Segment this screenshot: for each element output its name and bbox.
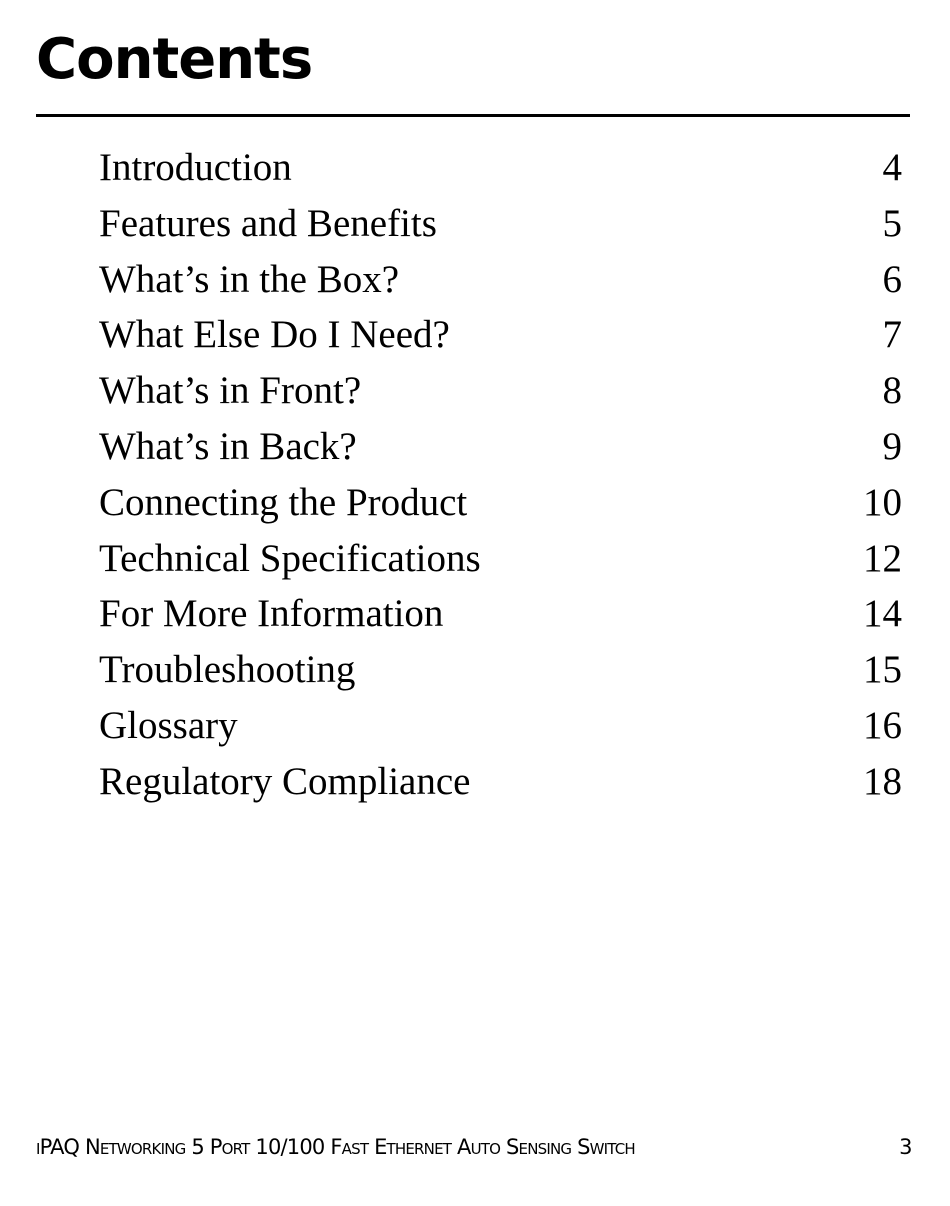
toc-entry-whats-in-front[interactable] — [99, 363, 902, 419]
toc-entry-label: Regulatory Compliance — [99, 759, 471, 803]
toc-entry-page: 14 — [863, 592, 902, 636]
toc-entry-label: What’s in Front? — [99, 369, 362, 413]
toc-entry-page: 12 — [863, 536, 902, 580]
toc-entry-label: Features and Benefits — [99, 201, 437, 245]
page-title: Contents — [36, 27, 313, 92]
toc-entry-page: 5 — [882, 201, 902, 245]
title-divider — [36, 114, 910, 117]
toc-entry-technical-specifications[interactable] — [99, 531, 902, 587]
toc-entry-label: Introduction — [99, 146, 292, 189]
toc-entry-page: 10 — [863, 480, 902, 524]
footer-document-title: iPAQ Networking 5 Port 10/100 Fast Ethernet Auto Sensing Switch — [36, 1135, 635, 1159]
toc-entry-label: What’s in the Box? — [99, 257, 400, 301]
toc-entry-page: 7 — [882, 313, 902, 357]
toc-entry-features-and-benefits[interactable] — [99, 196, 902, 252]
toc-entry-for-more-information[interactable] — [99, 586, 902, 642]
footer-page-number: 3 — [899, 1135, 912, 1159]
toc-entry-regulatory-compliance[interactable] — [99, 754, 902, 810]
toc-entry-page: 9 — [882, 424, 902, 468]
toc-entry-label: What’s in Back? — [99, 424, 357, 468]
toc-entry-page: 8 — [882, 369, 902, 413]
toc-entry-page: 18 — [863, 759, 902, 803]
toc-entry-introduction[interactable] — [99, 140, 902, 196]
toc-entry-label: Connecting the Product — [99, 480, 468, 524]
toc-entry-page: 15 — [863, 648, 902, 692]
toc-entry-label: Troubleshooting — [99, 648, 356, 692]
toc-entry-connecting-the-product[interactable] — [99, 475, 902, 531]
toc-entry-label: Glossary — [99, 703, 238, 747]
toc-entry-troubleshooting[interactable] — [99, 642, 902, 698]
toc-entry-page: 16 — [863, 703, 902, 747]
toc-entry-page: 6 — [882, 257, 902, 301]
toc-entry-label: Technical Specifications — [99, 536, 481, 580]
toc-entry-what-else-do-i-need[interactable] — [99, 307, 902, 363]
table-of-contents — [99, 140, 902, 810]
toc-entry-page: 4 — [882, 146, 902, 189]
page-footer — [36, 1133, 912, 1161]
toc-entry-label: For More Information — [99, 592, 444, 636]
toc-entry-whats-in-the-box[interactable] — [99, 252, 902, 308]
toc-entry-glossary[interactable] — [99, 698, 902, 754]
toc-entry-label: What Else Do I Need? — [99, 313, 450, 357]
toc-entry-whats-in-back[interactable] — [99, 419, 902, 475]
